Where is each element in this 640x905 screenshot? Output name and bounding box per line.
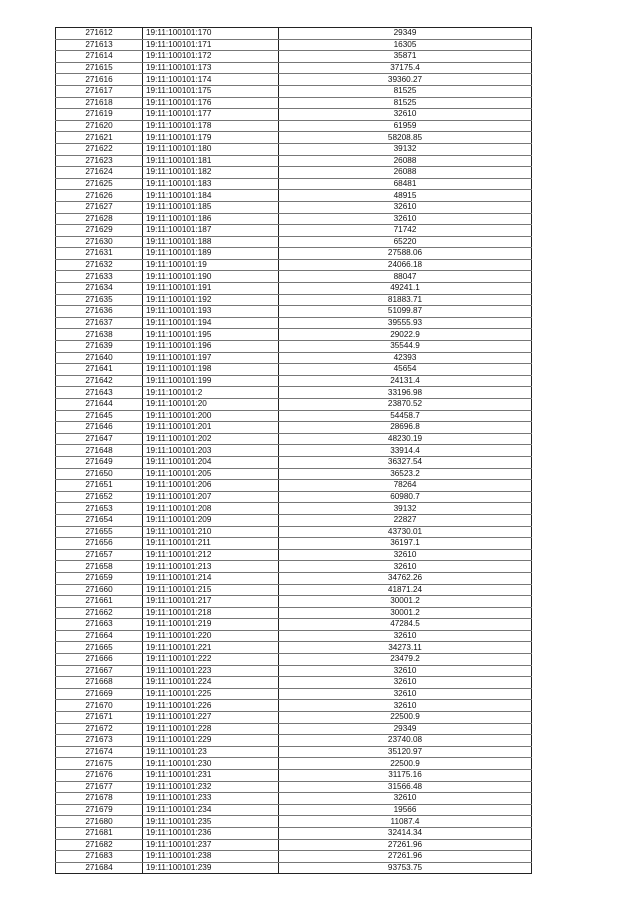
cell-code: 19:11:100101:2	[143, 387, 279, 399]
cell-value: 32414.34	[279, 827, 532, 839]
table-row	[56, 677, 532, 689]
table-row	[56, 271, 532, 283]
cell-id: 271622	[56, 143, 143, 155]
cell-value: 24066.18	[279, 259, 532, 271]
table-row	[56, 213, 532, 225]
cell-id: 271651	[56, 480, 143, 492]
cell-id: 271680	[56, 816, 143, 828]
cell-value: 29349	[279, 723, 532, 735]
table-row	[56, 514, 532, 526]
table-row	[56, 572, 532, 584]
cell-value: 37175.4	[279, 62, 532, 74]
cell-code: 19:11:100101:183	[143, 178, 279, 190]
cell-value: 35544.9	[279, 341, 532, 353]
cell-id: 271675	[56, 758, 143, 770]
cell-id: 271635	[56, 294, 143, 306]
cell-value: 32610	[279, 630, 532, 642]
cell-id: 271663	[56, 619, 143, 631]
cell-value: 54458.7	[279, 410, 532, 422]
cell-value: 34762.26	[279, 572, 532, 584]
cell-value: 32610	[279, 549, 532, 561]
cell-code: 19:11:100101:176	[143, 97, 279, 109]
cell-id: 271661	[56, 596, 143, 608]
table-row	[56, 190, 532, 202]
cell-value: 24131.4	[279, 375, 532, 387]
cell-code: 19:11:100101:224	[143, 677, 279, 689]
cell-value: 16305	[279, 39, 532, 51]
cell-value: 36197.1	[279, 538, 532, 550]
table-row	[56, 839, 532, 851]
cell-value: 48230.19	[279, 433, 532, 445]
cell-value: 32610	[279, 793, 532, 805]
cell-value: 32610	[279, 688, 532, 700]
cell-value: 32610	[279, 677, 532, 689]
cell-id: 271649	[56, 456, 143, 468]
cell-code: 19:11:100101:192	[143, 294, 279, 306]
cell-id: 271677	[56, 781, 143, 793]
cell-code: 19:11:100101:218	[143, 607, 279, 619]
table-row	[56, 62, 532, 74]
cell-code: 19:11:100101:215	[143, 584, 279, 596]
table-row	[56, 549, 532, 561]
cell-value: 47284.5	[279, 619, 532, 631]
cell-code: 19:11:100101:211	[143, 538, 279, 550]
table-row	[56, 225, 532, 237]
cell-code: 19:11:100101:171	[143, 39, 279, 51]
table-row	[56, 178, 532, 190]
cell-id: 271666	[56, 654, 143, 666]
cell-code: 19:11:100101:238	[143, 851, 279, 863]
cell-code: 19:11:100101:236	[143, 827, 279, 839]
cell-id: 271626	[56, 190, 143, 202]
cell-code: 19:11:100101:219	[143, 619, 279, 631]
table-row	[56, 491, 532, 503]
cell-code: 19:11:100101:177	[143, 109, 279, 121]
cell-id: 271669	[56, 688, 143, 700]
cell-code: 19:11:100101:200	[143, 410, 279, 422]
cell-id: 271681	[56, 827, 143, 839]
cell-value: 19566	[279, 804, 532, 816]
cell-code: 19:11:100101:180	[143, 143, 279, 155]
table-row	[56, 630, 532, 642]
cell-value: 39132	[279, 143, 532, 155]
table-row	[56, 167, 532, 179]
cell-id: 271676	[56, 770, 143, 782]
cell-id: 271648	[56, 445, 143, 457]
cell-value: 81883.71	[279, 294, 532, 306]
cell-id: 271613	[56, 39, 143, 51]
cell-code: 19:11:100101:186	[143, 213, 279, 225]
table-row	[56, 526, 532, 538]
table-row	[56, 259, 532, 271]
cell-id: 271647	[56, 433, 143, 445]
cell-id: 271614	[56, 51, 143, 63]
table-row	[56, 97, 532, 109]
cell-id: 271679	[56, 804, 143, 816]
cell-id: 271646	[56, 422, 143, 434]
table-row	[56, 155, 532, 167]
cell-id: 271634	[56, 283, 143, 295]
cell-value: 49241.1	[279, 283, 532, 295]
cell-id: 271639	[56, 341, 143, 353]
cell-id: 271665	[56, 642, 143, 654]
cell-id: 271642	[56, 375, 143, 387]
cell-value: 42393	[279, 352, 532, 364]
data-table	[55, 27, 532, 874]
cell-code: 19:11:100101:195	[143, 329, 279, 341]
cell-value: 26088	[279, 167, 532, 179]
cell-value: 93753.75	[279, 862, 532, 874]
cell-value: 23479.2	[279, 654, 532, 666]
table-row	[56, 654, 532, 666]
cell-value: 28696.8	[279, 422, 532, 434]
cell-value: 27588.06	[279, 248, 532, 260]
cell-code: 19:11:100101:210	[143, 526, 279, 538]
table-row	[56, 781, 532, 793]
table-row	[56, 433, 532, 445]
table-row	[56, 723, 532, 735]
cell-value: 22827	[279, 514, 532, 526]
table-row	[56, 851, 532, 863]
cell-value: 22500.9	[279, 758, 532, 770]
cell-value: 26088	[279, 155, 532, 167]
cell-value: 43730.01	[279, 526, 532, 538]
table-row	[56, 422, 532, 434]
cell-code: 19:11:100101:187	[143, 225, 279, 237]
cell-id: 271630	[56, 236, 143, 248]
cell-code: 19:11:100101:172	[143, 51, 279, 63]
cell-value: 78264	[279, 480, 532, 492]
cell-id: 271668	[56, 677, 143, 689]
cell-value: 32610	[279, 700, 532, 712]
cell-code: 19:11:100101:232	[143, 781, 279, 793]
cell-id: 271652	[56, 491, 143, 503]
table-row	[56, 387, 532, 399]
cell-id: 271650	[56, 468, 143, 480]
cell-id: 271655	[56, 526, 143, 538]
table-body	[56, 28, 532, 874]
table-row	[56, 306, 532, 318]
cell-value: 34273.11	[279, 642, 532, 654]
cell-value: 11087.4	[279, 816, 532, 828]
cell-value: 51099.87	[279, 306, 532, 318]
table-row	[56, 642, 532, 654]
cell-id: 271628	[56, 213, 143, 225]
cell-code: 19:11:100101:229	[143, 735, 279, 747]
cell-id: 271660	[56, 584, 143, 596]
cell-value: 61959	[279, 120, 532, 132]
table-row	[56, 862, 532, 874]
table-row	[56, 283, 532, 295]
cell-id: 271625	[56, 178, 143, 190]
cell-code: 19:11:100101:225	[143, 688, 279, 700]
cell-value: 58208.85	[279, 132, 532, 144]
cell-code: 19:11:100101:182	[143, 167, 279, 179]
cell-code: 19:11:100101:223	[143, 665, 279, 677]
cell-id: 271627	[56, 201, 143, 213]
cell-id: 271615	[56, 62, 143, 74]
cell-value: 81525	[279, 97, 532, 109]
cell-id: 271664	[56, 630, 143, 642]
table-row	[56, 399, 532, 411]
cell-id: 271616	[56, 74, 143, 86]
table-row	[56, 120, 532, 132]
cell-value: 35871	[279, 51, 532, 63]
cell-id: 271631	[56, 248, 143, 260]
cell-code: 19:11:100101:212	[143, 549, 279, 561]
table-row	[56, 561, 532, 573]
cell-id: 271633	[56, 271, 143, 283]
cell-value: 60980.7	[279, 491, 532, 503]
cell-code: 19:11:100101:190	[143, 271, 279, 283]
cell-code: 19:11:100101:231	[143, 770, 279, 782]
table-row	[56, 688, 532, 700]
cell-value: 30001.2	[279, 607, 532, 619]
table-row	[56, 700, 532, 712]
cell-id: 271643	[56, 387, 143, 399]
cell-code: 19:11:100101:208	[143, 503, 279, 515]
table-row	[56, 503, 532, 515]
cell-code: 19:11:100101:227	[143, 712, 279, 724]
table-row	[56, 712, 532, 724]
table-row	[56, 341, 532, 353]
table-row	[56, 410, 532, 422]
cell-id: 271636	[56, 306, 143, 318]
cell-value: 31566.48	[279, 781, 532, 793]
cell-code: 19:11:100101:189	[143, 248, 279, 260]
cell-value: 23870.52	[279, 399, 532, 411]
cell-value: 32610	[279, 201, 532, 213]
cell-code: 19:11:100101:175	[143, 85, 279, 97]
cell-code: 19:11:100101:205	[143, 468, 279, 480]
table-row	[56, 109, 532, 121]
cell-id: 271617	[56, 85, 143, 97]
cell-code: 19:11:100101:178	[143, 120, 279, 132]
cell-value: 33196.98	[279, 387, 532, 399]
table-row	[56, 619, 532, 631]
cell-code: 19:11:100101:174	[143, 74, 279, 86]
table-row	[56, 538, 532, 550]
cell-id: 271657	[56, 549, 143, 561]
table-row	[56, 758, 532, 770]
table-row	[56, 746, 532, 758]
cell-id: 271662	[56, 607, 143, 619]
cell-id: 271684	[56, 862, 143, 874]
cell-id: 271671	[56, 712, 143, 724]
cell-id: 271618	[56, 97, 143, 109]
table-row	[56, 236, 532, 248]
table-row	[56, 248, 532, 260]
cell-code: 19:11:100101:235	[143, 816, 279, 828]
cell-code: 19:11:100101:188	[143, 236, 279, 248]
cell-code: 19:11:100101:221	[143, 642, 279, 654]
cell-code: 19:11:100101:230	[143, 758, 279, 770]
cell-id: 271667	[56, 665, 143, 677]
cell-value: 81525	[279, 85, 532, 97]
table-row	[56, 816, 532, 828]
cell-code: 19:11:100101:173	[143, 62, 279, 74]
cell-code: 19:11:100101:203	[143, 445, 279, 457]
cell-id: 271640	[56, 352, 143, 364]
cell-code: 19:11:100101:179	[143, 132, 279, 144]
cell-code: 19:11:100101:170	[143, 28, 279, 40]
cell-value: 30001.2	[279, 596, 532, 608]
table-row	[56, 804, 532, 816]
cell-code: 19:11:100101:220	[143, 630, 279, 642]
cell-id: 271644	[56, 399, 143, 411]
table-row	[56, 607, 532, 619]
cell-value: 32610	[279, 665, 532, 677]
cell-code: 19:11:100101:204	[143, 456, 279, 468]
table-row	[56, 39, 532, 51]
cell-value: 68481	[279, 178, 532, 190]
cell-id: 271629	[56, 225, 143, 237]
cell-code: 19:11:100101:233	[143, 793, 279, 805]
cell-code: 19:11:100101:191	[143, 283, 279, 295]
cell-code: 19:11:100101:239	[143, 862, 279, 874]
table-row	[56, 375, 532, 387]
cell-code: 19:11:100101:206	[143, 480, 279, 492]
cell-code: 19:11:100101:23	[143, 746, 279, 758]
table-row	[56, 74, 532, 86]
table-row	[56, 85, 532, 97]
cell-code: 19:11:100101:202	[143, 433, 279, 445]
cell-value: 39132	[279, 503, 532, 515]
cell-id: 271645	[56, 410, 143, 422]
cell-value: 29022.9	[279, 329, 532, 341]
table-row	[56, 584, 532, 596]
table-row	[56, 735, 532, 747]
cell-value: 22500.9	[279, 712, 532, 724]
table-row	[56, 51, 532, 63]
cell-code: 19:11:100101:20	[143, 399, 279, 411]
cell-code: 19:11:100101:184	[143, 190, 279, 202]
table-row	[56, 294, 532, 306]
cell-code: 19:11:100101:185	[143, 201, 279, 213]
cell-id: 271632	[56, 259, 143, 271]
table-row	[56, 468, 532, 480]
cell-value: 32610	[279, 213, 532, 225]
cell-code: 19:11:100101:196	[143, 341, 279, 353]
cell-code: 19:11:100101:198	[143, 364, 279, 376]
cell-code: 19:11:100101:217	[143, 596, 279, 608]
table-row	[56, 665, 532, 677]
cell-value: 71742	[279, 225, 532, 237]
cell-id: 271623	[56, 155, 143, 167]
cell-id: 271674	[56, 746, 143, 758]
cell-value: 33914.4	[279, 445, 532, 457]
cell-code: 19:11:100101:207	[143, 491, 279, 503]
cell-id: 271658	[56, 561, 143, 573]
cell-code: 19:11:100101:214	[143, 572, 279, 584]
cell-id: 271637	[56, 317, 143, 329]
cell-code: 19:11:100101:226	[143, 700, 279, 712]
table-row	[56, 445, 532, 457]
cell-code: 19:11:100101:193	[143, 306, 279, 318]
cell-value: 29349	[279, 28, 532, 40]
cell-id: 271656	[56, 538, 143, 550]
table-row	[56, 132, 532, 144]
cell-code: 19:11:100101:201	[143, 422, 279, 434]
cell-value: 27261.96	[279, 839, 532, 851]
cell-value: 36523.2	[279, 468, 532, 480]
cell-id: 271638	[56, 329, 143, 341]
cell-code: 19:11:100101:234	[143, 804, 279, 816]
cell-code: 19:11:100101:209	[143, 514, 279, 526]
cell-id: 271621	[56, 132, 143, 144]
cell-id: 271653	[56, 503, 143, 515]
cell-id: 271619	[56, 109, 143, 121]
cell-id: 271673	[56, 735, 143, 747]
cell-value: 31175.16	[279, 770, 532, 782]
cell-id: 271620	[56, 120, 143, 132]
cell-code: 19:11:100101:194	[143, 317, 279, 329]
cell-id: 271683	[56, 851, 143, 863]
cell-value: 32610	[279, 109, 532, 121]
cell-value: 32610	[279, 561, 532, 573]
cell-value: 48915	[279, 190, 532, 202]
table-row	[56, 364, 532, 376]
table-row	[56, 329, 532, 341]
cell-value: 45654	[279, 364, 532, 376]
table-row	[56, 28, 532, 40]
table-row	[56, 456, 532, 468]
cell-id: 271672	[56, 723, 143, 735]
cell-id: 271682	[56, 839, 143, 851]
cell-code: 19:11:100101:181	[143, 155, 279, 167]
cell-code: 19:11:100101:222	[143, 654, 279, 666]
table-row	[56, 770, 532, 782]
cell-id: 271678	[56, 793, 143, 805]
table-row	[56, 201, 532, 213]
cell-value: 39555.93	[279, 317, 532, 329]
cell-code: 19:11:100101:197	[143, 352, 279, 364]
table-row	[56, 827, 532, 839]
cell-id: 271654	[56, 514, 143, 526]
cell-code: 19:11:100101:199	[143, 375, 279, 387]
table-row	[56, 596, 532, 608]
cell-id: 271659	[56, 572, 143, 584]
table-row	[56, 793, 532, 805]
cell-id: 271670	[56, 700, 143, 712]
cell-code: 19:11:100101:19	[143, 259, 279, 271]
table-row	[56, 143, 532, 155]
cell-code: 19:11:100101:237	[143, 839, 279, 851]
cell-value: 39360.27	[279, 74, 532, 86]
cell-code: 19:11:100101:228	[143, 723, 279, 735]
cell-value: 41871.24	[279, 584, 532, 596]
cell-value: 36327.54	[279, 456, 532, 468]
cell-code: 19:11:100101:213	[143, 561, 279, 573]
cell-value: 35120.97	[279, 746, 532, 758]
cell-value: 88047	[279, 271, 532, 283]
table-row	[56, 352, 532, 364]
cell-id: 271624	[56, 167, 143, 179]
cell-value: 65220	[279, 236, 532, 248]
table-row	[56, 317, 532, 329]
cell-id: 271641	[56, 364, 143, 376]
table-row	[56, 480, 532, 492]
cell-value: 27261.96	[279, 851, 532, 863]
cell-id: 271612	[56, 28, 143, 40]
cell-value: 23740.08	[279, 735, 532, 747]
